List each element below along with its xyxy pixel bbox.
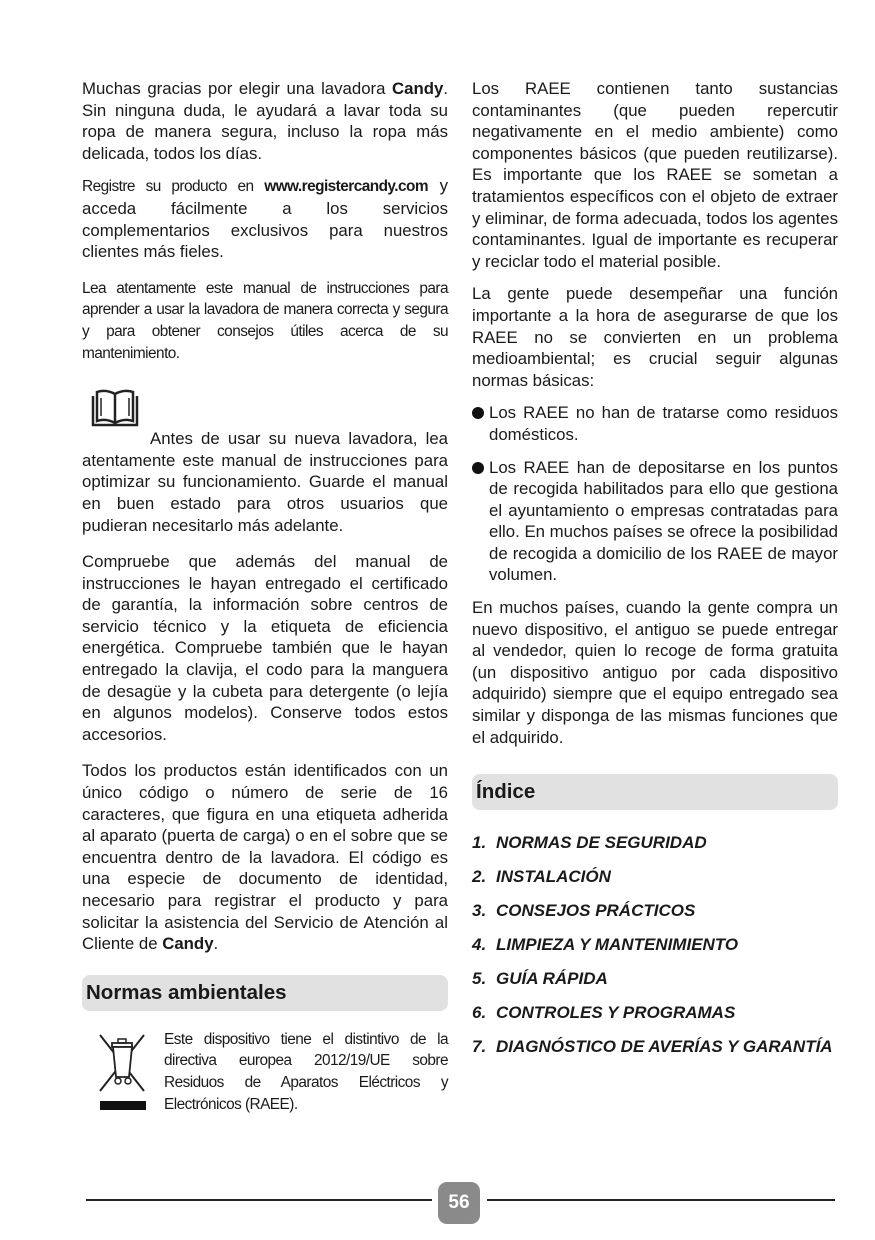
footer-rule-right (487, 1199, 835, 1201)
serial-text-a: Todos los productos están identificados con un único código o número de serie de 16 caracteres, que figura en una etiqueta adherida al aparato (puerta de carga) o en el sobre que se encuentra dentro de la lavadora. El código es una especie de documento de identidad, necesario para registrar el producto y para solicitar la asistencia del Servicio de Atención al Cliente de (82, 761, 448, 954)
index-label: LIMPIEZA Y MANTENIMIENTO (496, 935, 739, 955)
before-use-block (82, 428, 448, 536)
serial-paragraph (82, 760, 448, 954)
role-paragraph: La gente puede desempeñar una función importante a la hora de asegurarse de que los RAEE no se convierten en un problema medioambiental; es crucial seguir algunas normas básicas: (472, 284, 838, 390)
index-item-5[interactable] (472, 968, 838, 990)
bullet-text: Los RAEE han de depositarse en los puntos de recogida habilitados para ello que gestiona el ayuntamiento o empresas contratadas para ello. En muchos países se ofrece la posibilidad de recogida a domicilio de los RAEE de mayor volumen. (489, 457, 838, 585)
index-label: CONTROLES Y PROGRAMAS (496, 1003, 736, 1023)
register-text-b: y acceda fácilmente a los servicios complementarios exclusivos para nuestros clientes más fieles. (82, 176, 448, 262)
serial-text-b: . (213, 934, 219, 954)
index-label: CONSEJOS PRÁCTICOS (496, 901, 696, 921)
index-item-1[interactable] (472, 832, 838, 854)
exchange-paragraph: En muchos países, cuando la gente compra un nuevo dispositivo, el antiguo se puede entregar al vendedor, quien lo recoge de forma gratuita (un dispositivo antiguo por cada dispositivo adquirido) siempre que el equipo entregado sea similar y disponga de las mismas funciones que el adquirido. (472, 598, 838, 747)
env-heading: Normas ambientales (82, 975, 448, 1011)
index-item-2[interactable] (472, 866, 838, 888)
register-paragraph (82, 175, 448, 262)
index-label: GUÍA RÁPIDA (496, 969, 608, 989)
index-label: NORMAS DE SEGURIDAD (496, 833, 707, 853)
left-column (82, 78, 448, 1115)
index-number: 3. (472, 901, 487, 921)
index-item-3[interactable] (472, 900, 838, 922)
index-number: 7. (472, 1037, 487, 1057)
bullet-item-2 (472, 457, 838, 587)
crossed-out-wheelie-bin-icon (98, 1033, 148, 1113)
index-number: 6. (472, 1003, 487, 1023)
index-item-6[interactable] (472, 1002, 838, 1024)
index-number: 2. (472, 867, 487, 887)
index-heading: Índice (472, 774, 838, 810)
footer-rule-left (86, 1199, 432, 1201)
index-item-4[interactable] (472, 934, 838, 956)
serial-brand: Candy (162, 934, 214, 954)
open-book-icon (90, 388, 140, 428)
weee-paragraph: Este dispositivo tiene el distintivo de la directiva europea 2012/19/UE sobre Residuos de Aparatos Eléctricos y Electrónicos (RAEE). (164, 1030, 448, 1113)
before-use-paragraph: Antes de usar su nueva lavadora, lea atentamente este manual de instrucciones para optimizar su funcionamiento. Guarde el manual en buen estado para otros usuarios que pudieran necesitarlo más adelante. (82, 429, 448, 535)
check-paragraph: Compruebe que además del manual de instrucciones le hayan entregado el certificado de garantía, la información sobre centros de servicio técnico y la etiqueta de eficiencia energética. Compruebe también que le hayan entregado la clavija, el codo para la manguera de desagüe y la cubeta para detergente (o lejía en algunos modelos). Conserve todos estos accesorios. (82, 552, 448, 744)
page-number: 56 (438, 1182, 480, 1224)
intro-brand: Candy (392, 79, 444, 98)
read-manual-paragraph: Lea atentamente este manual de instrucciones para aprender a usar la lavadora de manera correcta y segura y para obtener consejos útiles acerca de su mantenimiento. (82, 279, 448, 362)
weee-block (82, 1029, 448, 1115)
raee-intro-paragraph: Los RAEE contienen tanto sustancias contaminantes (que pueden repercutir negativamente en el medio ambiente) como componentes básicos (que pueden reutilizarse). Es importante que los RAEE se sometan a tratamientos específicos con el objeto de extraer y eliminar, de forma adecuada, todos los agentes contaminantes. Igual de importante es recuperar y reciclar todo el material posible. (472, 79, 838, 271)
right-column (472, 78, 838, 1070)
register-url: www.registercandy.com (264, 178, 429, 196)
intro-text-a: Muchas gracias por elegir una lavadora (82, 79, 393, 98)
index-label: INSTALACIÓN (496, 867, 611, 887)
index-item-7[interactable] (472, 1036, 838, 1058)
register-text-a: Registre su producto en (82, 178, 265, 196)
bullet-text: Los RAEE no han de tratarse como residuos domésticos. (489, 403, 838, 444)
bullet-dot-icon (472, 407, 484, 419)
index-number: 4. (472, 935, 487, 955)
index-number: 5. (472, 969, 487, 989)
intro-paragraph (82, 78, 448, 164)
bullet-dot-icon (472, 462, 484, 474)
bullet-item-1 (472, 402, 838, 445)
index-number: 1. (472, 833, 487, 853)
intro-text-b: . Sin ninguna duda, le ayudará a lavar toda su ropa de manera segura, incluso la ropa más delicada, todos los días. (82, 79, 448, 163)
index-list (472, 832, 838, 1058)
index-label: DIAGNÓSTICO DE AVERÍAS Y GARANTÍA (496, 1037, 833, 1057)
